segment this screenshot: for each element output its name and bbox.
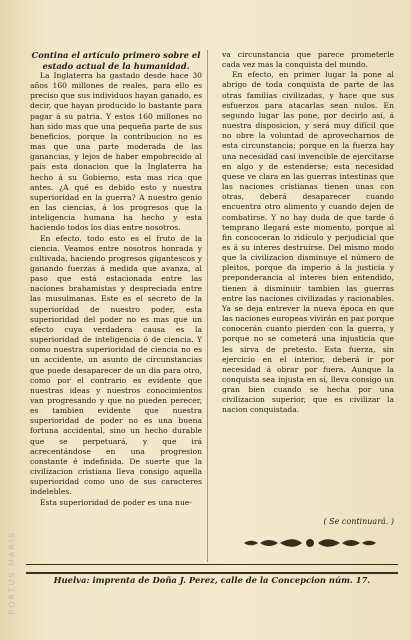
paragraph: La Inglaterra ha gastado desde hace 30 años 160 millones de reales, para ello es preciso que sus individuos hayan ganado, es decir, que hayan producido lo bastante para pagar á su patria. Y estos 160 millones no han sido mas que una pequeña parte de sus beneficios, porque la contribucion no es mas que una parte moderada de las ganancias, y lejos de haber empobrecido al país esta donacion que la Inglaterra ha hecho á su Gobierno, esta mas rica que antes. ¿A qué es debido esto y nuestra superioridad en la guerra? A nuestro genio en las ciencias, á los progresos que la inteligencia humana ha hecho y esta haciendo todos los dias entre nosotros. <box>30 71 202 233</box>
printer-imprint: Huelva: imprenta de Doña J. Perez, calle de la Concepcion núm. 17. <box>53 575 371 585</box>
library-watermark <box>2 380 17 620</box>
paragraph: Esta superioridad de poder es una nue- <box>40 497 192 507</box>
right-column <box>222 50 394 416</box>
paragraph: En efecto, todo esto es el fruto de la ciencia. Veamos entre nosotros honrada y cultivada, haciendo progresos gigantescos y ganando fuerzas á medida que avanza, al paso que está estacionada entre las naciones brahamistas y despreciada entre las musulmanas. Este es el secreto de la superioridad de nuestro poder, esta superioridad del poder no es mas que un efecto cuya verdadera causa es la superioridad de inteligencia ó de ciencia. Y como nuestra superioridad de ciencia no es un accidente, un asunto de circunstancias que puede desaparecer de un dia para otro, como por el contrario es evidente que nuestras ideas y nuestros conocimientos van progresando y que no pueden perecer, es tambien evidente que nuestra superioridad de poder no es una buena fortuna accidental, sino un hecho durable que se perpetuará, y que irá acrecentándose en una progresion constante é indefinida. De suerte que la civilizacion cristiana lleva consigo aquella superioridad como uno de sus caracteres indelebles. <box>30 233 202 497</box>
paragraph: va circunstancia que parece prometerle cada vez mas la conquista del mundo. <box>222 50 394 70</box>
laurel-ornament-icon <box>240 536 380 550</box>
footer-rule-bottom <box>26 572 398 574</box>
footer-rule-top <box>26 564 398 565</box>
left-column <box>30 50 202 508</box>
paragraph: En efecto, en primer lugar la pone al abrigo de toda conquista de parte de las otras familias civilizadas, y hace que sus esfuerzos para atacarlas sean nulos. En segundo lugar las pone, por decirlo así, á nuestra disposicion, y será muy difícil que no obre la voluntad de aprovecharnos de esta circunstancia; porque en la fuerza hay una necesidad casi invencible de ejercitarse en algo y de estenderse; esta necesidad quese ve clara en las guerras intestinas que las naciones cristianas tienen unas con otras, deberá desaparecer cuando encuentra otro alimento y cuando dejen de combatirse. Y no hay duda de que tarde ó temprano llegará este momento, porque al fin concoceran lo ridículo y perjudicial que es á su interes destruirse. Del mismo modo que la civilizacion disminuye el número de pleitos, porque da imperio á la justicia y preponderancia al interes bien entendido, tienen á disminuir tambien las guerras entre las naciones civilizadas y racionables. Ya se deja entrever la nueva época en que las naciones europeas vivirán en paz porque conocerán cuanto pierden con la guerra, y porque no se cometerá una injusticia que les sirva de pretesto. Esta fuerza, sin ejercicio en el interior, deberá ir por necesidad á obrar por fuera. Aunque la conquista sea injusta en sí, lleva consigo un gran bien cuando se hecha por una civilizacion superior, que es civilizar la nacion conquistada. <box>222 70 394 415</box>
watermark-text: PORTUS MARIS <box>7 530 17 615</box>
article-heading: Contina el artículo primero sobre el estado actual de la humanidad. <box>31 50 201 71</box>
column-divider <box>207 50 208 562</box>
to-be-continued-note: ( Se continuará. ) <box>323 517 394 526</box>
